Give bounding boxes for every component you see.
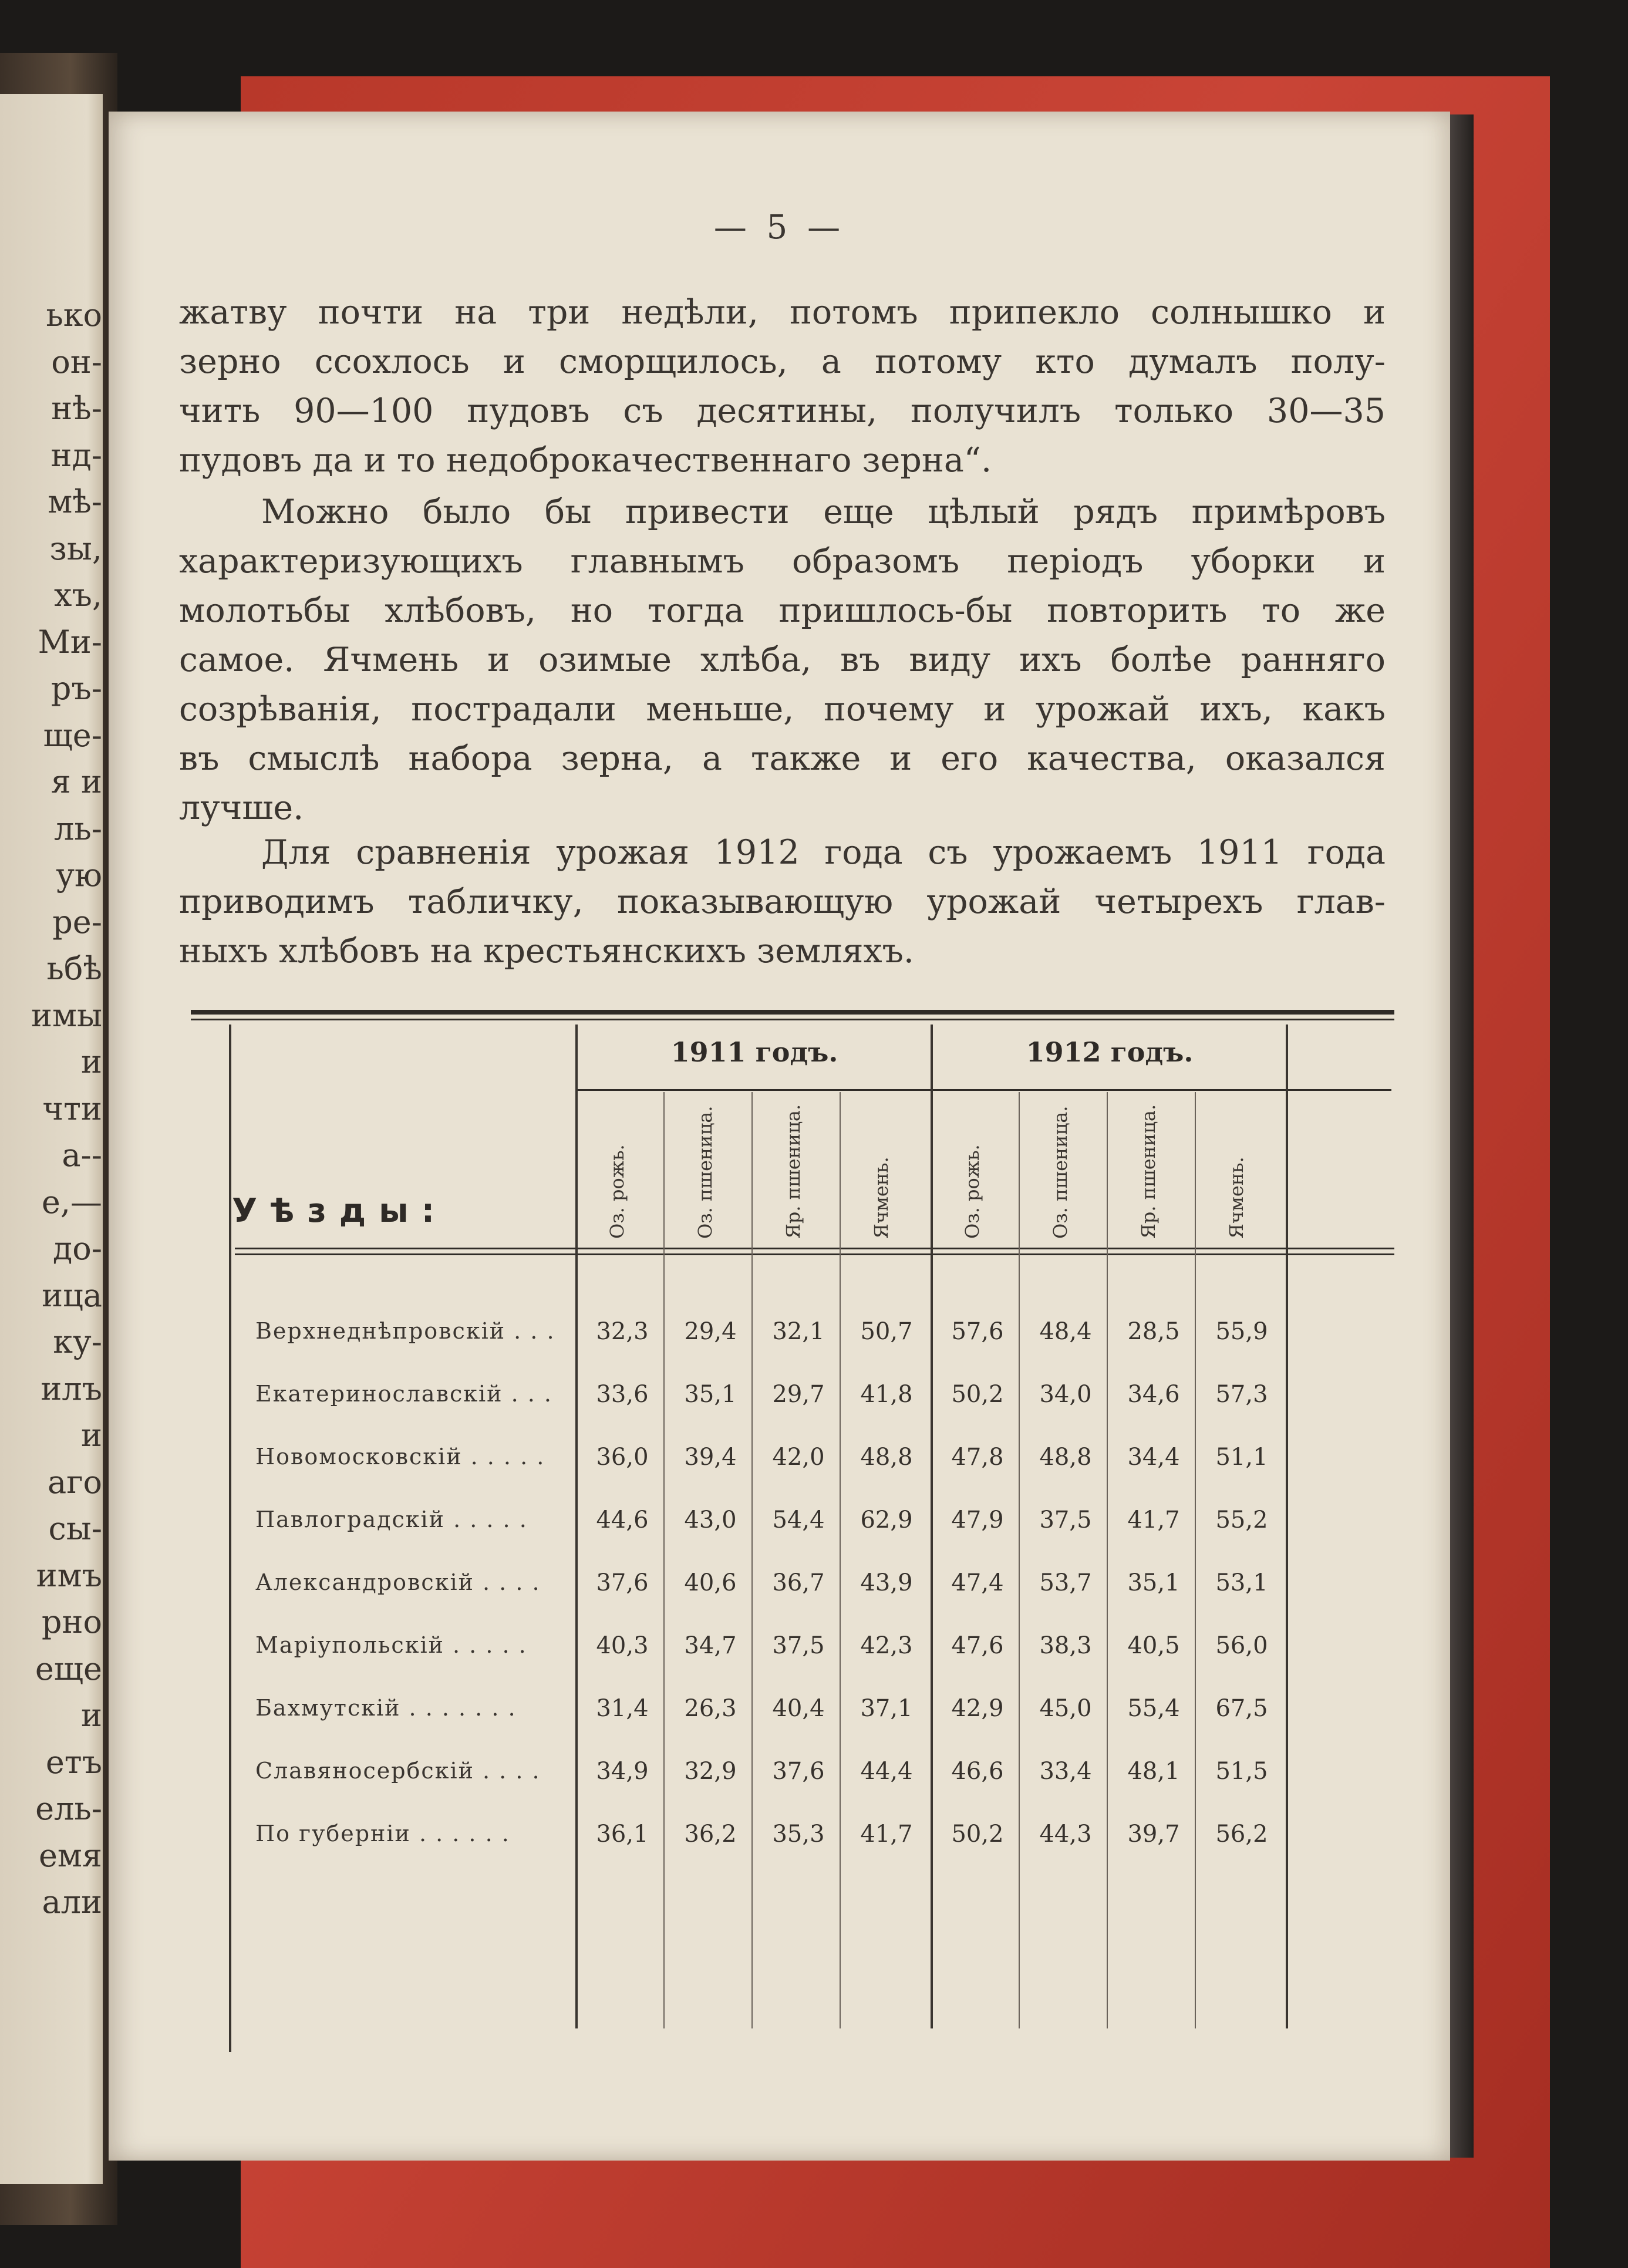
previous-page-text-fragment: и [81, 1043, 102, 1080]
text-line: чить 90—100 пудовъ съ десятины, получилъ только 30—35 [179, 392, 1386, 430]
table-cell: 34,0 [1039, 1381, 1092, 1408]
table-cell: 35,1 [1127, 1569, 1180, 1596]
district-name: Верхнеднѣпровскій . . . [255, 1318, 555, 1344]
table-cell: 48,8 [1039, 1444, 1092, 1471]
previous-page-text-fragment: до- [52, 1230, 102, 1267]
table-cell: 39,7 [1127, 1821, 1180, 1848]
previous-page-text-fragment: он- [51, 343, 102, 380]
text-line: ныхъ хлѣбовъ на крестьянскихъ земляхъ. [179, 932, 915, 970]
previous-page-text-fragment: ель- [35, 1790, 102, 1827]
previous-page-text-fragment: ько [46, 296, 102, 333]
table-cell: 40,3 [596, 1632, 649, 1659]
table-cell: 29,4 [684, 1318, 737, 1345]
previous-page-text-fragment: ще- [43, 716, 102, 754]
text-line: жатву почти на три недѣли, потомъ припекло солнышко и [179, 293, 1386, 332]
previous-page-text-fragment: Ми- [38, 623, 102, 660]
table-cell: 47,4 [951, 1569, 1004, 1596]
column-border [1107, 1092, 1108, 2028]
table-cell: 48,8 [860, 1444, 913, 1471]
previous-page-text-fragment: ку- [53, 1323, 102, 1360]
district-name: Александровскій . . . . [255, 1569, 541, 1595]
text-line: зерно ссохлось и сморщилось, а потому кто думалъ полу- [179, 342, 1386, 381]
table-cell: 47,9 [951, 1507, 1004, 1534]
text-line: созрѣванія, пострадали меньше, почему и урожай ихъ, какъ [179, 690, 1386, 729]
table-cell: 50,2 [951, 1821, 1004, 1848]
table-cell: 44,3 [1039, 1821, 1092, 1848]
table-cell: 33,6 [596, 1381, 649, 1408]
previous-page-text-fragment: сы- [48, 1510, 102, 1547]
table-cell: 40,4 [772, 1695, 825, 1722]
table-cell: 37,5 [772, 1632, 825, 1659]
table-right-border [1286, 1025, 1288, 2028]
table-cell: 32,1 [772, 1318, 825, 1345]
district-name: Новомосковскій . . . . . [255, 1444, 545, 1470]
table-cell: 43,9 [860, 1569, 913, 1596]
previous-page-text-fragment: еще [35, 1650, 102, 1687]
table-cell: 44,4 [860, 1758, 913, 1785]
table-cell: 57,6 [951, 1318, 1004, 1345]
table-cell: 48,4 [1039, 1318, 1092, 1345]
table-cell: 45,0 [1039, 1695, 1092, 1722]
table-header-rule [235, 1248, 1394, 1249]
table-cell: 50,7 [860, 1318, 913, 1345]
table-cell: 36,2 [684, 1821, 737, 1848]
district-name: Бахмутскій . . . . . . . [255, 1695, 517, 1721]
previous-page-text-fragment: имъ [36, 1556, 102, 1594]
table-cell: 55,9 [1215, 1318, 1268, 1345]
table-header-rule-2 [235, 1253, 1394, 1255]
table-cell: 62,9 [860, 1507, 913, 1534]
column-border [663, 1092, 665, 2028]
crop-column-header-label: Яр. пшеница. [1137, 1104, 1160, 1239]
table-cell: 56,2 [1215, 1821, 1268, 1848]
previous-page-text-fragment: ица [42, 1276, 102, 1314]
table-cell: 35,1 [684, 1381, 737, 1408]
year-header-1912: 1912 годъ. [1026, 1036, 1194, 1068]
crop-column-header-label: Оз. рожь. [961, 1144, 983, 1239]
previous-page-text-fragment: аго [48, 1463, 102, 1501]
column-border [751, 1092, 753, 2028]
table-cell: 37,6 [596, 1569, 649, 1596]
page-number: — 5 — [713, 208, 845, 247]
crop-column-header-label: Оз. пшеница. [1049, 1106, 1071, 1239]
text-line: Для сравненія урожая 1912 года съ урожаемъ 1911 года [261, 833, 1386, 872]
text-line: характеризующихъ главнымъ образомъ періодъ уборки и [179, 542, 1386, 581]
table-top-rule-thin [191, 1019, 1394, 1020]
table-cell: 34,4 [1127, 1444, 1180, 1471]
table-cell: 37,1 [860, 1695, 913, 1722]
table-cell: 36,7 [772, 1569, 825, 1596]
crop-column-header-label: Оз. пшеница. [694, 1106, 716, 1239]
previous-page-text-fragment: нѣ- [51, 390, 102, 427]
text-line: Можно было бы привести еще цѣлый рядъ примѣровъ [261, 493, 1386, 531]
table-cell: 43,0 [684, 1507, 737, 1534]
crop-column-header-label: Оз. рожь. [606, 1144, 628, 1239]
text-line: молотьбы хлѣбовъ, но тогда пришлось-бы повторить то же [179, 591, 1386, 630]
previous-page-text-fragment: зы, [49, 530, 102, 567]
previous-page-text-fragment: а-- [62, 1137, 102, 1174]
table-cell: 39,4 [684, 1444, 737, 1471]
table-cell: 37,5 [1039, 1507, 1092, 1534]
table-cell: 34,6 [1127, 1381, 1180, 1408]
previous-page-text-fragment: рно [41, 1603, 102, 1640]
text-line: пудовъ да и то недоброкачественнаго зерна“. [179, 441, 992, 480]
year-header-1911: 1911 годъ. [670, 1036, 838, 1068]
table-cell: 40,5 [1127, 1632, 1180, 1659]
previous-page-text-fragment: и [81, 1417, 102, 1454]
paragraph-1 [179, 288, 1386, 485]
text-line: въ смыслѣ набора зерна, а также и его качества, оказался [179, 739, 1386, 778]
district-column-border [575, 1025, 578, 2028]
column-border [1019, 1092, 1020, 2028]
crop-column-header [781, 1098, 816, 1239]
table-cell: 42,0 [772, 1444, 825, 1471]
table-cell: 48,1 [1127, 1758, 1180, 1785]
table-cell: 34,7 [684, 1632, 737, 1659]
year-divider-border [931, 1025, 933, 2028]
table-cell: 51,1 [1215, 1444, 1268, 1471]
table-cell: 26,3 [684, 1695, 737, 1722]
district-name: Павлоградскій . . . . . [255, 1507, 528, 1532]
table-top-rule [191, 1010, 1394, 1015]
table-cell: 36,1 [596, 1821, 649, 1848]
table-cell: 46,6 [951, 1758, 1004, 1785]
table-cell: 51,5 [1215, 1758, 1268, 1785]
table-cell: 34,9 [596, 1758, 649, 1785]
district-header: Уѣзды: [232, 1192, 448, 1230]
crop-column-header [960, 1098, 995, 1239]
crop-column-header-label: Ячмень. [870, 1157, 892, 1239]
previous-page-text-fragment: ль- [54, 810, 102, 847]
table-cell: 53,1 [1215, 1569, 1268, 1596]
table-cell: 55,4 [1127, 1695, 1180, 1722]
previous-page-text-fragment: ръ- [50, 670, 102, 707]
table-cell: 40,6 [684, 1569, 737, 1596]
table-cell: 55,2 [1215, 1507, 1268, 1534]
table-cell: 47,6 [951, 1632, 1004, 1659]
previous-page-text-fragment: етъ [45, 1743, 102, 1781]
table-cell: 32,9 [684, 1758, 737, 1785]
previous-page-text-fragment: чти [42, 1090, 102, 1127]
table-cell: 31,4 [596, 1695, 649, 1722]
crop-column-header [693, 1098, 728, 1239]
previous-page-text-fragment: али [42, 1883, 102, 1920]
previous-page-text-fragment: мѣ- [48, 483, 102, 520]
table-cell: 36,0 [596, 1444, 649, 1471]
table-cell: 56,0 [1215, 1632, 1268, 1659]
table-cell: 38,3 [1039, 1632, 1092, 1659]
previous-page-text-fragment: ую [56, 857, 102, 894]
previous-page-text-fragment: и [81, 1697, 102, 1734]
crop-column-header [605, 1098, 640, 1239]
district-name: Маріупольскій . . . . . [255, 1632, 527, 1658]
table-cell: 44,6 [596, 1507, 649, 1534]
table-cell: 42,3 [860, 1632, 913, 1659]
district-name: Екатеринославскій . . . [255, 1381, 552, 1407]
previous-page-text-fragment: ре- [52, 903, 102, 941]
previous-page-text-fragment: е,— [41, 1183, 102, 1221]
previous-page-text-fragment: я и [50, 763, 102, 800]
previous-page-text-fragment: нд- [50, 436, 102, 474]
table-cell: 35,3 [772, 1821, 825, 1848]
table-cell: 47,8 [951, 1444, 1004, 1471]
table-cell: 37,6 [772, 1758, 825, 1785]
district-name: По губерніи . . . . . . [255, 1821, 510, 1846]
previous-page-text-fragment: ьбѣ [46, 950, 102, 987]
book-page [109, 112, 1450, 2161]
previous-page-edge [0, 94, 103, 2184]
table-cell: 50,2 [951, 1381, 1004, 1408]
column-border [1195, 1092, 1196, 2028]
crop-column-header [1136, 1098, 1171, 1239]
table-cell: 32,3 [596, 1318, 649, 1345]
table-cell: 33,4 [1039, 1758, 1092, 1785]
table-cell: 42,9 [951, 1695, 1004, 1722]
table-cell: 57,3 [1215, 1381, 1268, 1408]
table-cell: 41,7 [1127, 1507, 1180, 1534]
table-cell: 41,7 [860, 1821, 913, 1848]
text-line: лучше. [179, 788, 304, 827]
text-line: самое. Ячмень и озимые хлѣба, въ виду ихъ болѣе ранняго [179, 641, 1386, 679]
paragraph-3 [179, 828, 1386, 976]
table-cell: 67,5 [1215, 1695, 1268, 1722]
crop-column-header [869, 1098, 904, 1239]
crop-column-header [1048, 1098, 1083, 1239]
table-cell: 54,4 [772, 1507, 825, 1534]
year-divider-rule [575, 1089, 1391, 1091]
table-left-border [229, 1025, 231, 2052]
paragraph-2 [179, 487, 1386, 833]
crop-column-header-label: Ячмень. [1225, 1157, 1248, 1239]
text-line: приводимъ табличку, показывающую урожай четырехъ глав- [179, 882, 1386, 921]
column-border [840, 1092, 841, 2028]
table-cell: 29,7 [772, 1381, 825, 1408]
table-cell: 53,7 [1039, 1569, 1092, 1596]
previous-page-text-fragment: хъ, [54, 577, 102, 614]
previous-page-text-fragment: илъ [41, 1370, 102, 1407]
crop-column-header [1224, 1098, 1259, 1239]
district-name: Славяносербскій . . . . [255, 1758, 541, 1784]
table-cell: 28,5 [1127, 1318, 1180, 1345]
table-cell: 41,8 [860, 1381, 913, 1408]
previous-page-text-fragment: имы [31, 996, 102, 1034]
previous-page-text-fragment: емя [38, 1836, 102, 1874]
crop-column-header-label: Яр. пшеница. [782, 1104, 804, 1239]
